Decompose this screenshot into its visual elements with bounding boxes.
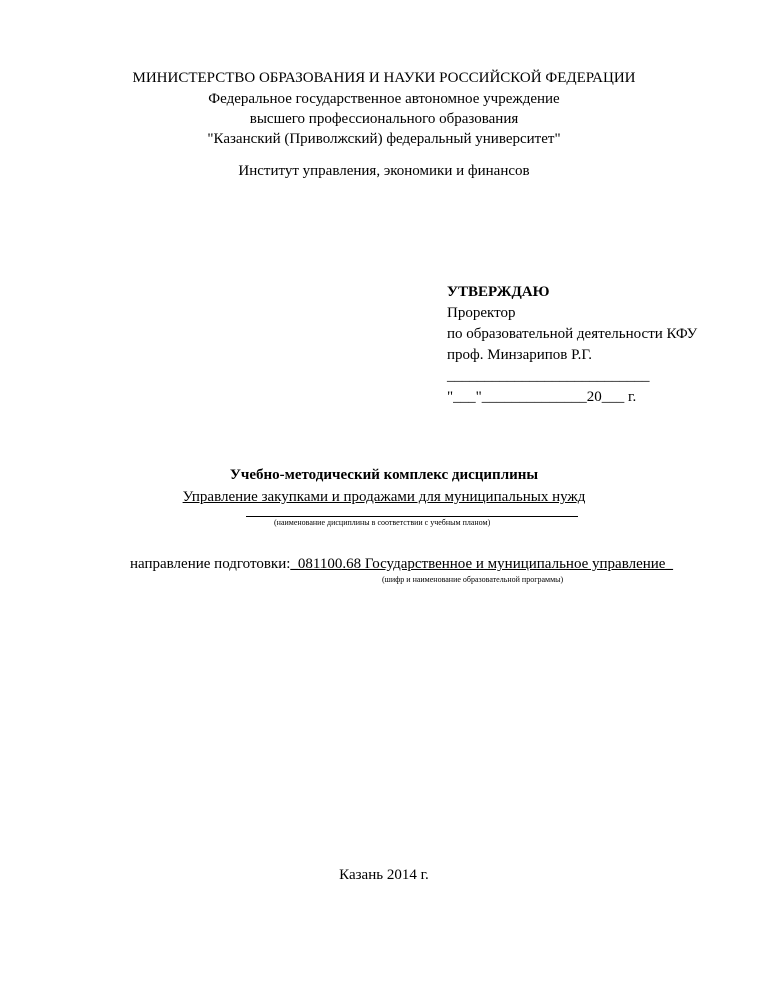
direction-caption: (шифр и наименование образовательной программы)	[382, 575, 564, 584]
direction-value: _081100.68 Государственное и муниципальное управление_	[290, 556, 673, 572]
date-line: "___"______________20___ г.	[447, 389, 637, 405]
discipline-name: Управление закупками и продажами для муниципальных нужд	[182, 489, 586, 505]
course-title: Учебно-методический комплекс дисциплины	[229, 467, 539, 483]
direction-line	[130, 555, 673, 573]
approval-position-detail: по образовательной деятельности КФУ	[447, 326, 698, 342]
university-name: "Казанский (Приволжский) федеральный университет"	[207, 131, 561, 147]
ministry-heading: МИНИСТЕРСТВО ОБРАЗОВАНИЯ И НАУКИ РОССИЙСКОЙ ФЕДЕРАЦИИ	[132, 70, 636, 86]
discipline-caption: (наименование дисциплины в соответствии с учебным планом)	[274, 518, 491, 527]
discipline-rule	[246, 516, 578, 517]
approval-block	[447, 282, 747, 408]
approval-position: Проректор	[447, 305, 516, 321]
institution-type: Федеральное государственное автономное учреждение	[208, 91, 560, 107]
city-year: Казань 2014 г.	[339, 867, 429, 883]
education-level: высшего профессионального образования	[249, 111, 519, 127]
discipline-name-wrapper	[0, 488, 768, 506]
direction-label: направление подготовки:	[130, 556, 291, 572]
institute-name: Институт управления, экономики и финансов	[238, 163, 530, 179]
approval-name: проф. Минзарипов Р.Г.	[447, 347, 593, 363]
approval-title: УТВЕРЖДАЮ	[447, 284, 550, 300]
signature-line: ___________________________	[447, 368, 650, 384]
